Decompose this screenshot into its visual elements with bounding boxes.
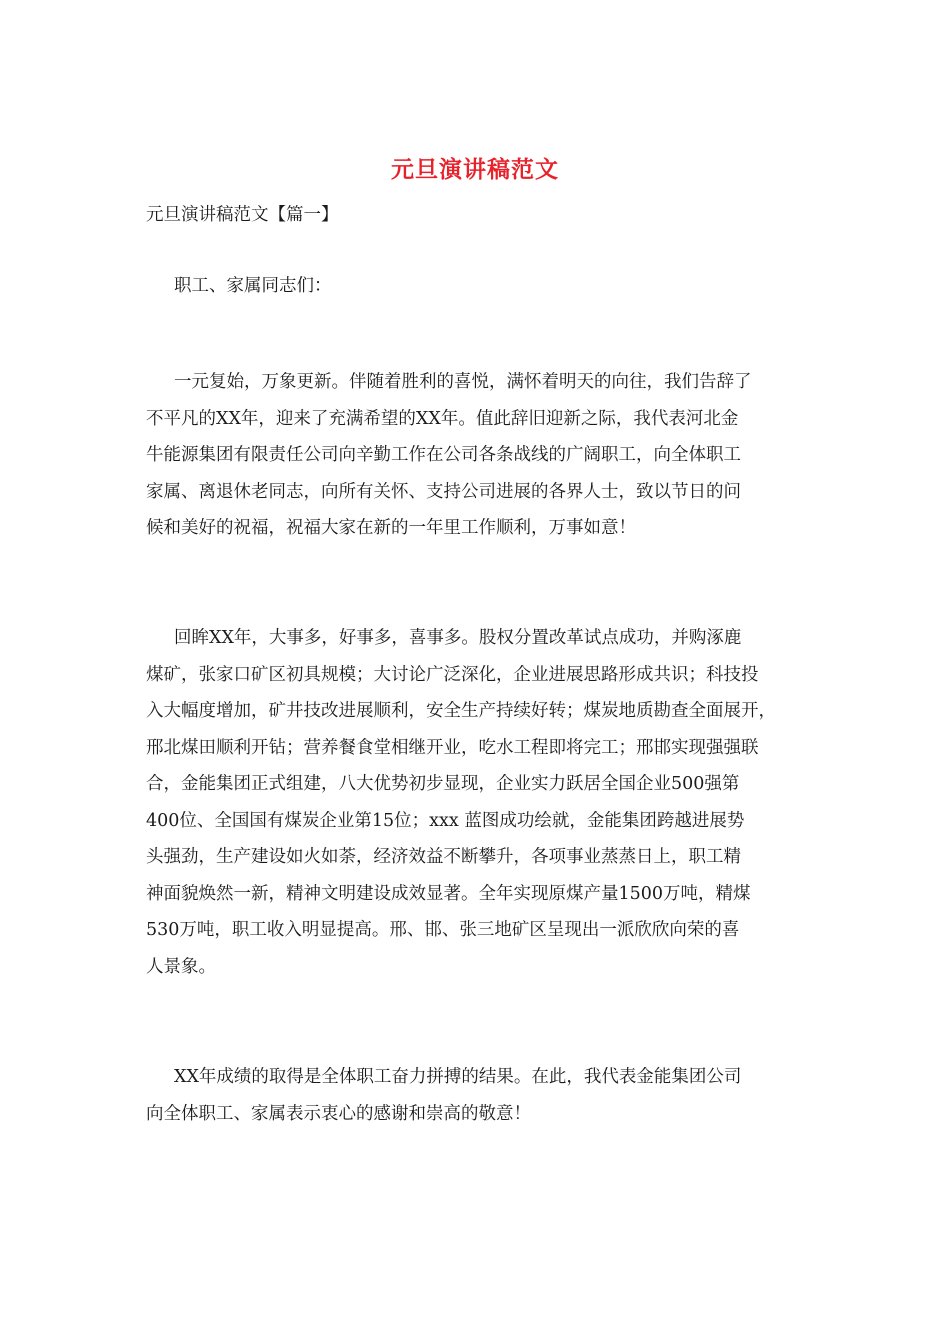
section-heading: 元旦演讲稿范文【篇一】: [146, 205, 339, 225]
paragraph-line: 一元复始，万象更新。伴随着胜利的喜悦，满怀着明天的向往，我们告辞了: [174, 372, 752, 392]
paragraph-line: 不平凡的XX年，迎来了充满希望的XX年。值此辞旧迎新之际，我代表河北金: [146, 408, 739, 429]
paragraph-line: 煤矿，张家口矿区初具规模；大讨论广泛深化，企业进展思路形成共识；科技投: [146, 664, 759, 685]
paragraph-line: XX年成绩的取得是全体职工奋力拼搏的结果。在此，我代表金能集团公司: [174, 1067, 742, 1087]
paragraph-line: 回眸XX年，大事多，好事多，喜事多。股权分置改革试点成功，并购涿鹿: [174, 628, 742, 648]
paragraph-line: 候和美好的祝福，祝福大家在新的一年里工作顺利，万事如意！: [146, 518, 636, 538]
paragraph-line: 神面貌焕然一新，精神文明建设成效显著。全年实现原煤产量1500万吨，精煤: [146, 883, 751, 904]
paragraph-line: 家属、离退休老同志，向所有关怀、支持公司进展的各界人士，致以节日的问: [146, 481, 741, 502]
paragraph-line: 牛能源集团有限责任公司向辛勤工作在公司各条战线的广阔职工，向全体职工: [146, 445, 741, 465]
paragraph-line: 头强劲，生产建设如火如荼，经济效益不断攀升，各项事业蒸蒸日上，职工精: [146, 847, 741, 867]
paragraph-1: [146, 364, 826, 547]
paragraph-line: 人景象。: [146, 956, 216, 977]
paragraph-line: 合，金能集团正式组建，八大优势初步显现，企业实力跃居全国企业500强第: [146, 774, 740, 794]
paragraph-line: 向全体职工、家属表示衷心的感谢和崇高的敬意！: [146, 1103, 531, 1124]
paragraph-line: 邢北煤田顺利开钻；营养餐食堂相继开业，吃水工程即将完工；邢邯实现强强联: [146, 737, 759, 758]
paragraph-line: 入大幅度增加，矿井技改进展顺利，安全生产持续好转；煤炭地质勘查全面展开，: [146, 701, 776, 721]
salutation: 职工、家属同志们：: [174, 276, 332, 296]
paragraph-3: [146, 1059, 826, 1132]
paragraph-2: [146, 620, 826, 985]
document-title: 元旦演讲稿范文: [391, 156, 559, 183]
paragraph-line: 400位、全国国有煤炭企业第15位；xxx 蓝图成功绘就，金能集团跨越进展势: [146, 810, 745, 831]
paragraph-line: 530万吨，职工收入明显提高。邢、邯、张三地矿区呈现出一派欣欣向荣的喜: [146, 920, 740, 940]
